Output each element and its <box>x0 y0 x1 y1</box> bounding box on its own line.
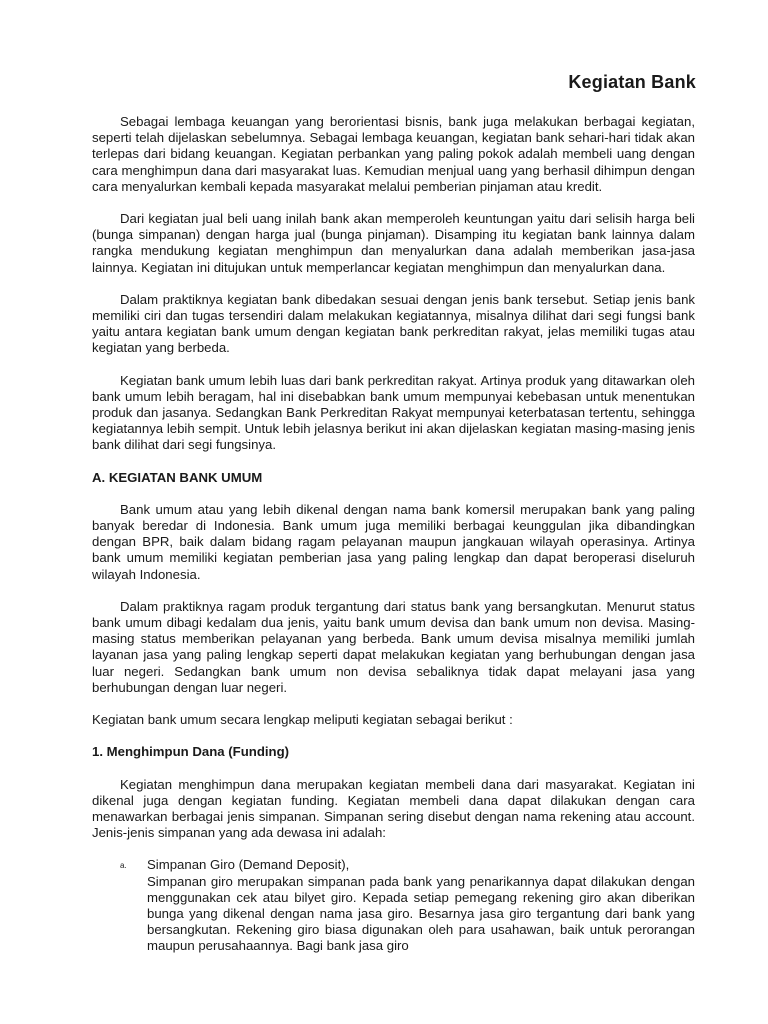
list-item <box>92 857 695 954</box>
paragraph: Kegiatan bank umum secara lengkap meliputi kegiatan sebagai berikut : <box>92 712 513 728</box>
subsection-heading: 1. Menghimpun Dana (Funding) <box>92 744 290 760</box>
page-title: Kegiatan Bank <box>568 72 696 92</box>
paragraph: Kegiatan bank umum lebih luas dari bank perkreditan rakyat. Artinya produk yang ditawarkan oleh bank umum lebih beragam, hal ini disebabkan bank umum mempunyai kebebasan untuk menentukan produk dan jasanya. Sedangkan Bank Perkreditan Rakyat mempunyai keterbatasan tertentu, sehingga kegiatannya lebih sempit. Untuk lebih jelasnya berikut ini akan dijelaskan kegiatan masing-masing jenis bank dilihat dari segi fungsinya. <box>92 372 695 453</box>
paragraph: Dari kegiatan jual beli uang inilah bank akan memperoleh keuntungan yaitu dari selisih harga beli (bunga simpanan) dengan harga jual (bunga pinjaman). Disamping itu kegiatan bank lainnya dalam rangka mendukung kegiatan menghimpun dan menyalurkan dana adalah memberikan jasa-jasa lainnya. Kegiatan ini ditujukan untuk memperlancar kegiatan menghimpun dan menyalurkan dana. <box>92 211 695 275</box>
paragraph: Dalam praktiknya kegiatan bank dibedakan sesuai dengan jenis bank tersebut. Setiap jenis bank memiliki ciri dan tugas tersendiri dalam melakukan kegiatannya, misalnya dilihat dari segi fungsi bank yaitu antara kegiatan bank umum dengan kegiatan bank perkreditan rakyat, jelas memiliki tugas atau kegiatan yang berbeda. <box>92 291 695 356</box>
section-heading: A. KEGIATAN BANK UMUM <box>92 469 263 485</box>
paragraph: Sebagai lembaga keuangan yang berorientasi bisnis, bank juga melakukan berbagai kegiatan, seperti telah dijelaskan sebelumnya. Sebagai lembaga keuangan, kegiatan bank sehari-hari tidak akan terlepas dari bidang keuangan. Kegiatan perbankan yang paling pokok adalah membeli uang dengan cara menghimpun dana dari masyarakat luas. Kemudian menjual uang yang berhasil dihimpun dengan cara menyalurkan kembali kepada masyarakat melalui pemberian pinjaman atau kredit. <box>92 114 695 194</box>
paragraph: Bank umum atau yang lebih dikenal dengan nama bank komersil merupakan bank yang paling banyak beredar di Indonesia. Bank umum juga memiliki berbagai keunggulan jika dibandingkan dengan BPR, baik dalam bidang ragam pelayanan maupun jangkauan wilayah operasinya. Artinya bank umum memiliki kegiatan pemberian jasa yang paling lengkap dan dapat beroperasi diseluruh wilayah Indonesia. <box>92 501 695 582</box>
list-marker: a. <box>120 861 127 871</box>
list-item-title: Simpanan Giro (Demand Deposit), <box>147 857 350 873</box>
paragraph: Dalam praktiknya ragam produk tergantung dari status bank yang bersangkutan. Menurut status bank umum dibagi kedalam dua jenis, yaitu bank umum devisa dan bank umum non devisa. Masing-masing status memberikan pelayanan yang berbeda. Bank umum devisa misalnya memiliki jumlah layanan jasa yang paling lengkap seperti dapat melakukan kegiatan yang berhubungan dengan jasa luar negeri. Sedangkan bank umum non devisa sebaliknya tidak dapat melayani jasa yang berhubungan dengan luar negeri. <box>92 598 695 695</box>
document-body <box>92 114 695 955</box>
paragraph: Kegiatan menghimpun dana merupakan kegiatan membeli dana dari masyarakat. Kegiatan ini dikenal juga dengan kegiatan funding. Kegiatan membeli dana dapat dilakukan dengan cara menawarkan berbagai jenis simpanan. Simpanan sering disebut dengan nama rekening atau account. Jenis-jenis simpanan yang ada dewasa ini adalah: <box>92 776 695 841</box>
list-item-text: Simpanan giro merupakan simpanan pada bank yang penarikannya dapat dilakukan dengan menggunakan cek atau bilyet giro. Kepada setiap pemegang rekening giro akan diberikan bunga yang dikenal dengan nama jasa giro. Besarnya jasa giro tergantung dari bank yang bersangkutan. Rekening giro biasa digunakan oleh para usahawan, baik untuk perorangan maupun perusahaannya. Bagi bank jasa giro <box>147 873 695 954</box>
